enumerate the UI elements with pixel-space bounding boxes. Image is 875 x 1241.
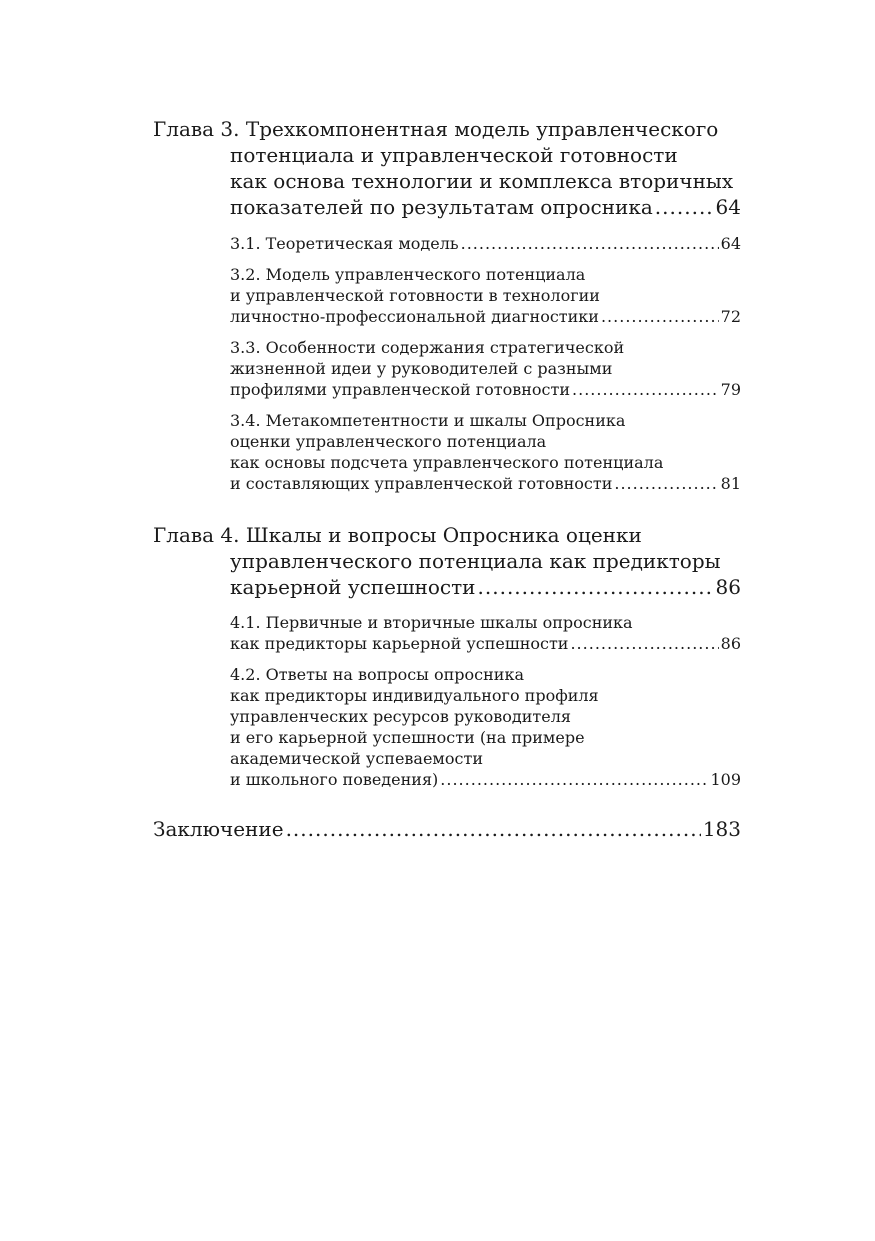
chapter-4-title-line-1: Глава 4. Шкалы и вопросы Опросника оценки (153, 523, 642, 547)
section-4-2-page-number: 109 (710, 770, 741, 789)
table-of-contents (153, 116, 741, 842)
section-3-2-line-2: и управленческой готовности в технологии (230, 286, 600, 305)
section-3-1-page-number: 64 (720, 234, 741, 253)
section-3-1-title: 3.1. Теоретическая модель (230, 234, 459, 253)
section-3-4-entry[interactable] (230, 410, 741, 494)
chapter-4-title-line-3 (153, 574, 741, 600)
section-3-3-line-3: профилями управленческой готовности (230, 380, 571, 399)
section-4-2-line-1: 4.2. Ответы на вопросы опросника (230, 665, 524, 684)
section-3-3-line-2: жизненной идеи у руководителей с разными (230, 359, 613, 378)
section-4-1-line-1: 4.1. Первичные и вторичные шкалы опросника (230, 613, 633, 632)
chapter-3-title-line-1: Глава 3. Трехкомпонентная модель управленческого (153, 117, 719, 141)
section-3-2-line-1: 3.2. Модель управленческого потенциала (230, 265, 586, 284)
section-3-2-entry[interactable] (230, 264, 741, 327)
section-3-4-page-number: 81 (720, 474, 741, 493)
section-3-4-line-1: 3.4. Метакомпетентности и шкалы Опросника (230, 411, 626, 430)
dot-leader (655, 194, 714, 220)
conclusion-title: Заключение (153, 817, 284, 841)
section-4-1-line-2: как предикторы карьерной успешности (230, 634, 569, 653)
section-3-3-entry[interactable] (230, 337, 741, 400)
section-4-2-entry[interactable] (230, 664, 741, 790)
dot-leader (286, 816, 701, 842)
dot-leader (601, 306, 719, 327)
conclusion-page-number: 183 (702, 817, 741, 841)
dot-leader (478, 574, 714, 600)
section-4-2-line-2: как предикторы индивидуального профиля (230, 686, 599, 705)
section-3-4-line-4: и составляющих управленческой готовности (230, 474, 613, 493)
section-3-2-line-3: личностно-профессиональной диагностики (230, 307, 599, 326)
dot-leader (461, 233, 719, 254)
section-3-2-page-number: 72 (720, 307, 741, 326)
section-4-2-line-3: управленческих ресурсов руководителя (230, 707, 571, 726)
dot-leader (570, 633, 718, 654)
section-4-2-line-4: и его карьерной успешности (на примере (230, 728, 585, 747)
chapter-4-entry[interactable] (153, 522, 741, 600)
conclusion-entry[interactable] (153, 816, 741, 842)
chapter-3-entry[interactable] (153, 116, 741, 220)
section-3-3-page-number: 79 (720, 380, 741, 399)
section-3-4-line-3: как основы подсчета управленческого потенциала (230, 453, 664, 472)
section-4-1-page-number: 86 (720, 634, 741, 653)
chapter-3-title-last: показателей по результатам опросника (230, 195, 653, 219)
chapter-4-title-line-2: управленческого потенциала как предикторы (230, 549, 721, 573)
chapter-3-title-line-3: как основа технологии и комплекса вторичных (230, 169, 734, 193)
section-4-1-entry[interactable] (230, 612, 741, 654)
section-4-2-line-5: академической успеваемости (230, 749, 483, 768)
chapter-3-title-line-2: потенциала и управленческой готовности (230, 143, 678, 167)
dot-leader (440, 769, 708, 790)
section-3-3-line-1: 3.3. Особенности содержания стратегической (230, 338, 625, 357)
chapter-4-page-number: 86 (715, 575, 741, 599)
chapter-4-title-last: карьерной успешности (230, 575, 476, 599)
section-3-4-line-2: оценки управленческого потенциала (230, 432, 547, 451)
section-3-1-entry[interactable] (230, 233, 741, 254)
chapter-3-title-line-4 (153, 194, 741, 220)
dot-leader (572, 379, 719, 400)
chapter-3-page-number: 64 (715, 195, 741, 219)
dot-leader (614, 473, 718, 494)
section-4-2-line-6: и школьного поведения) (230, 770, 439, 789)
